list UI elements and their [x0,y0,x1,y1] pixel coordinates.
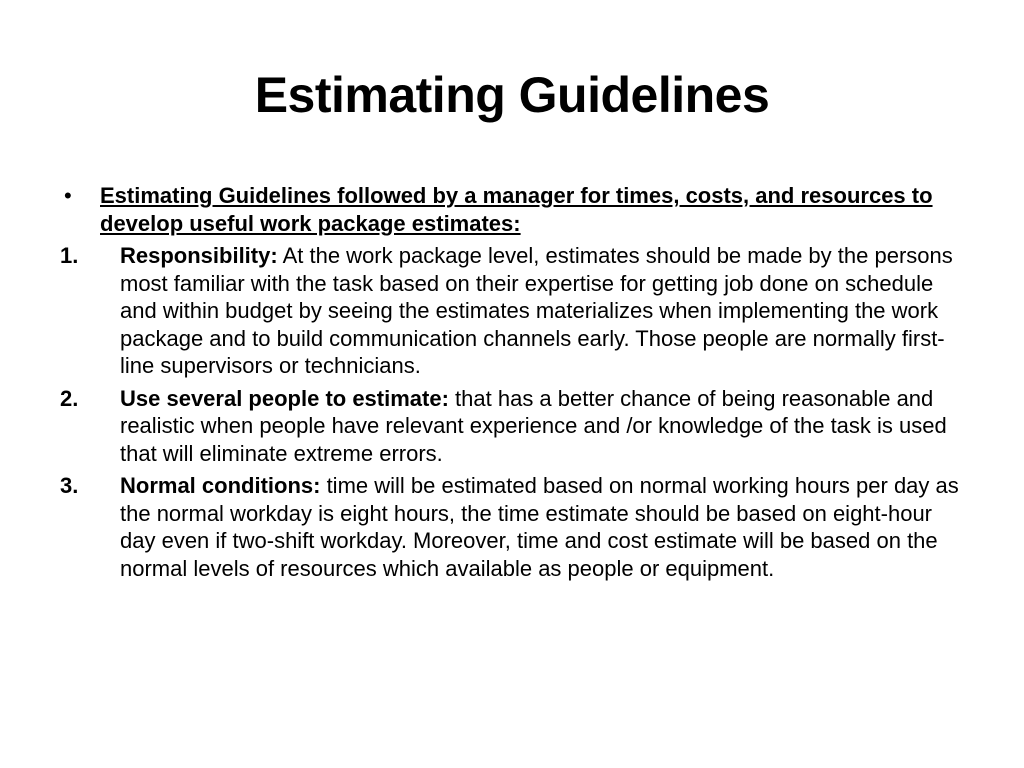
item-text: At the work package level, estimates should be made by the persons most familiar with the task based on their expertise for getting job done on schedule and within budget by seeing the estimates materializes when implementing the work package and to build communication channels early. Those people are normally first-line supervisors or technicians. [120,243,953,378]
bullet-icon: • [64,183,72,208]
item-text: time will be estimated based on normal working hours per day as the normal workday is eight hours, the time estimate should be based on eight-hour day even if two-shift workday. Moreover, time and cost estimate will be based on the normal levels of resources which available as people or equipment. [120,473,959,581]
item-number: 1. [60,243,79,268]
bullet-item [60,182,960,237]
item-number: 3. [60,473,79,498]
slide-title: Estimating Guidelines [254,67,770,123]
item-number: 2. [60,385,79,411]
item-text: that has a better chance of being reasonable and realistic when people have relevant experience and /or knowledge of the task is used that will eliminate extreme errors. [120,385,947,466]
list-item [60,242,960,380]
item-label: Use several people to estimate: [120,385,449,411]
bullet-text: Estimating Guidelines followed by a manager for times, costs, and resources to develop useful work package estimates: [100,183,933,236]
list-item [60,385,960,468]
item-label: Responsibility: [120,243,278,268]
slide-content [60,182,960,587]
list-item [60,472,960,582]
item-label: Normal conditions: [120,473,321,498]
